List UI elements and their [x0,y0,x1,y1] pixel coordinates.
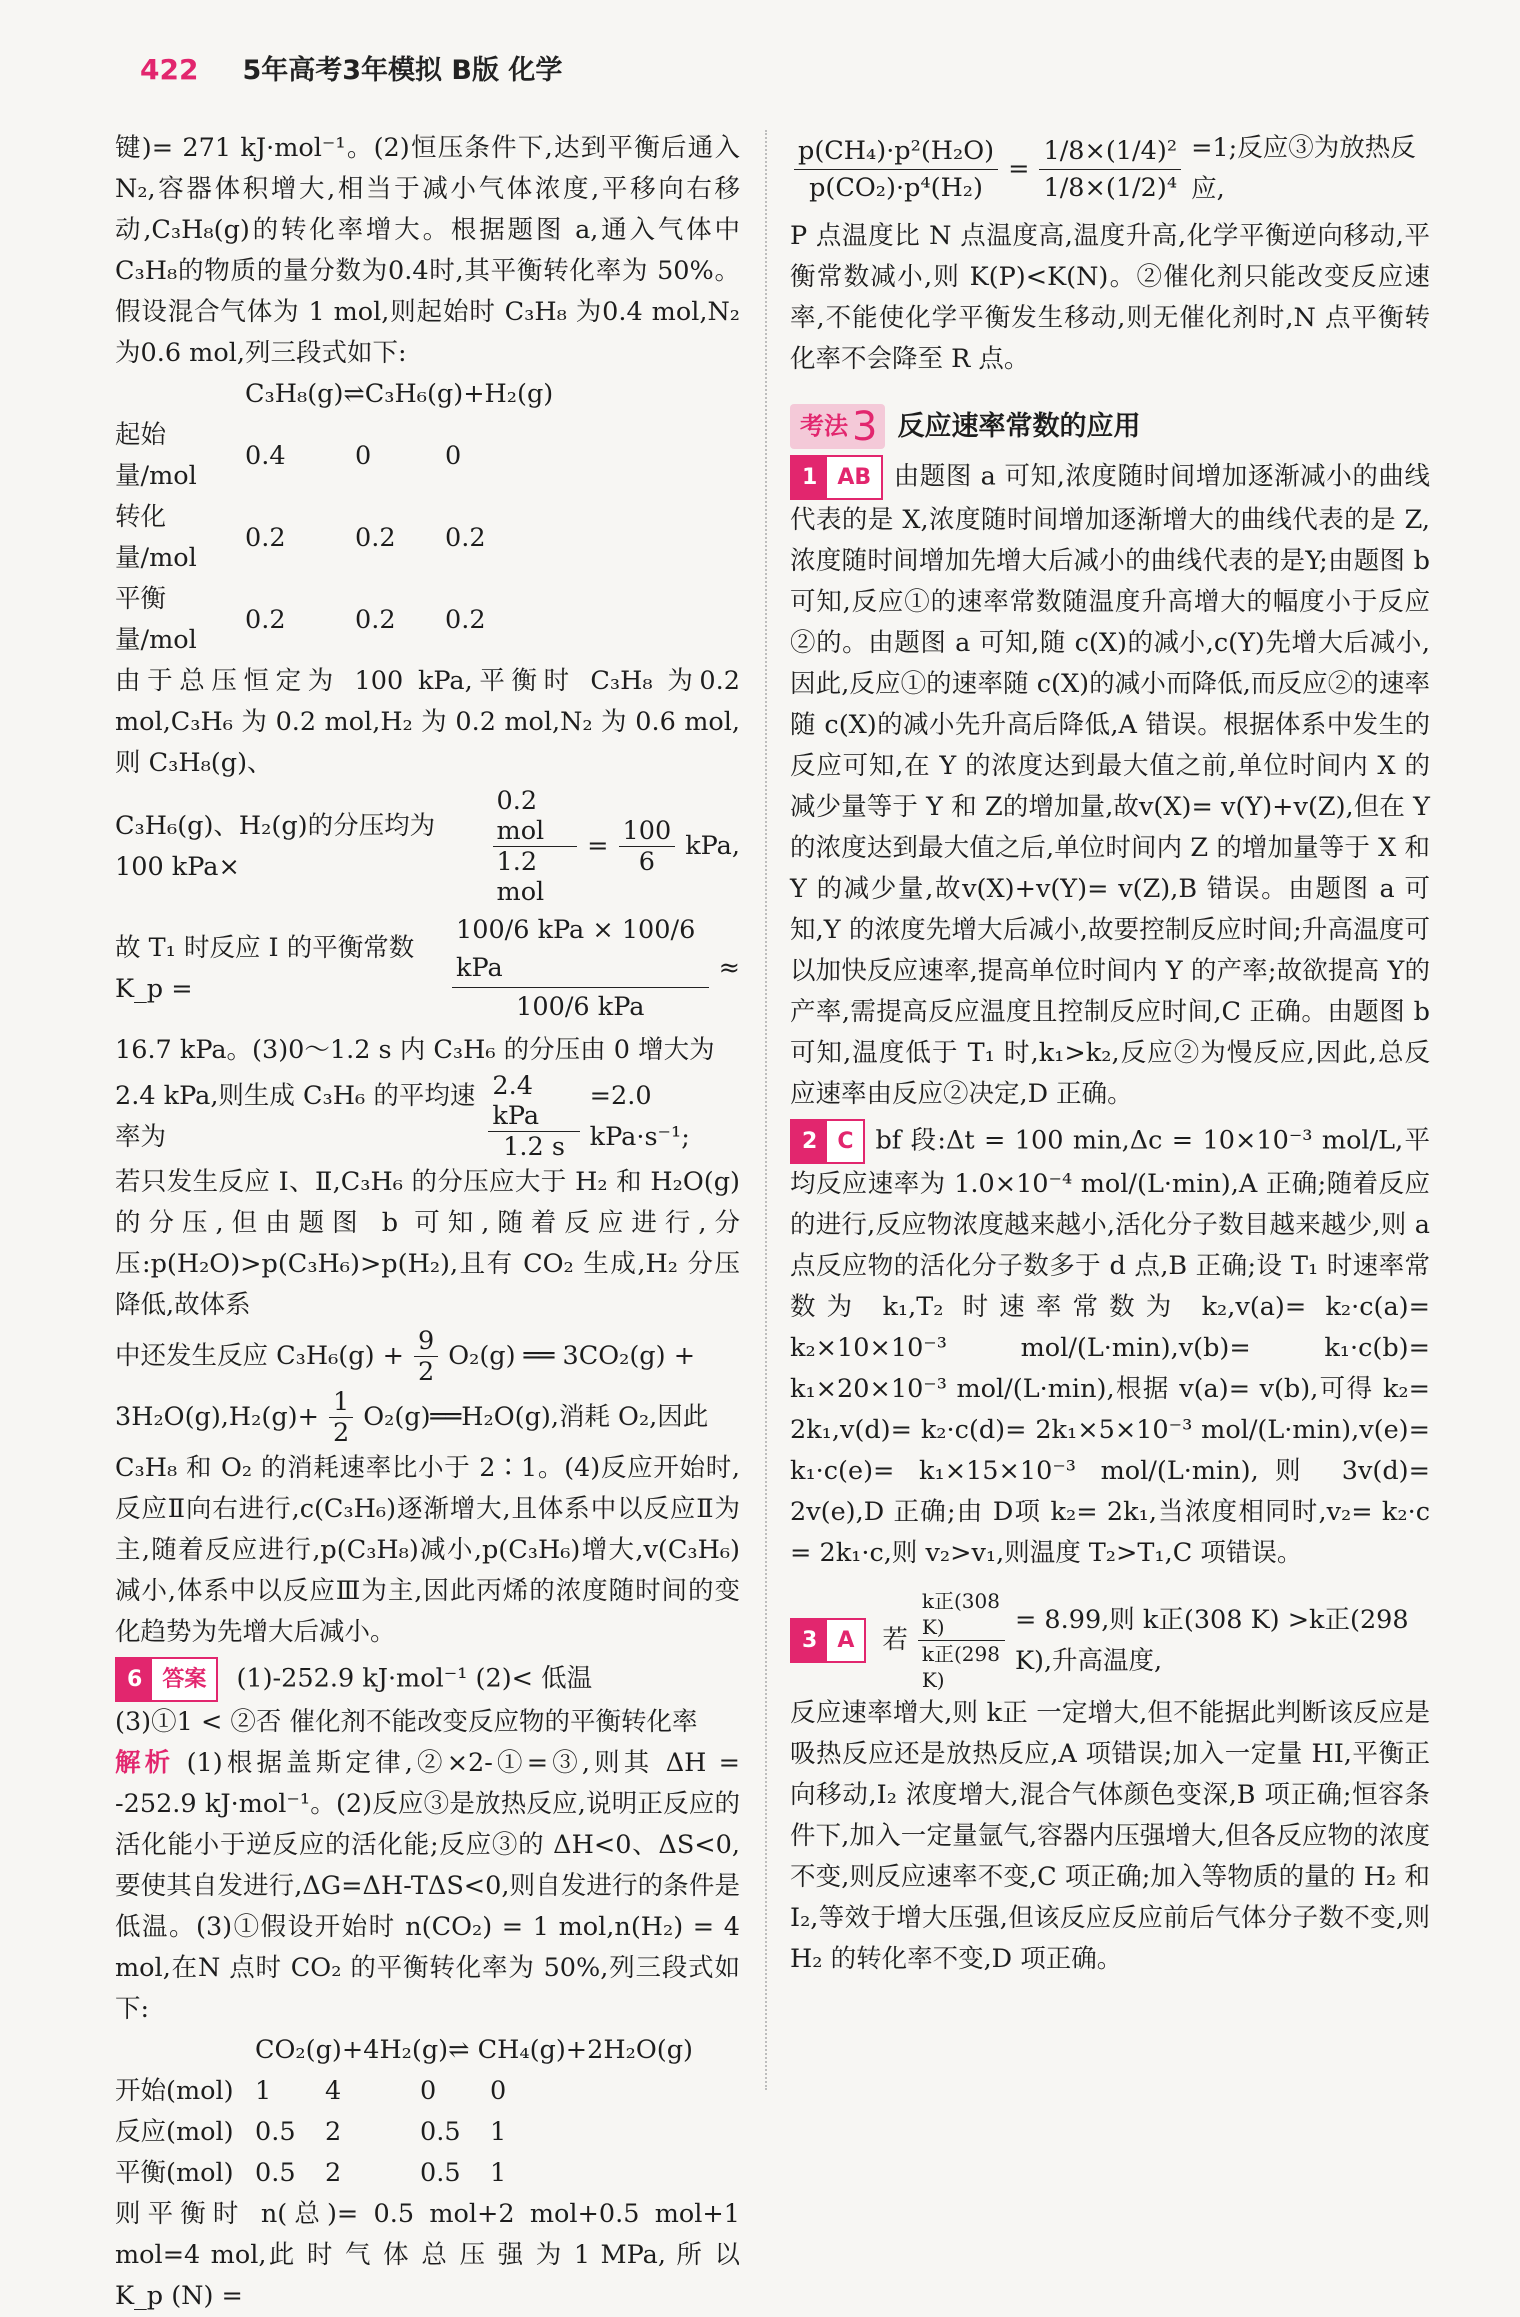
equation: C₃H₈(g)⇌C₃H₆(g)+H₂(g) [245,379,554,409]
table-cell: 开始(mol) [115,2076,234,2106]
table-cell: 0 [420,2076,437,2106]
text: (1)根据盖斯定律,②×2-①=③,则其 ΔH = -252.9 kJ·mol⁻¹。(2)反应③是放热反应,说明正反应的活化能小于逆反应的活化能;反应③的 ΔH<0、ΔS<0,要使其自发进行,ΔG=ΔH-TΔS<0,则自发进行的条件是低温。(3)①假设开始时 n(CO₂) = 1 mol,n(H₂) = 4 mol,在N 点时 CO₂ 的平衡转化率为 50%,列三段式如下: [115,1748,740,2024]
text: O₂(g)══H₂O(g),消耗 O₂,因此 [363,1402,709,1432]
text: ≈ [718,953,740,983]
table-cell: 0.2 [245,522,286,553]
text: 2.4 kPa,则生成 C₃H₆ 的平均速率为 [115,1080,476,1152]
question-badge [790,455,883,500]
question-number: 1 [792,457,827,498]
table-cell: 1 [490,2117,507,2147]
analysis-label: 解析 [115,1748,175,1778]
column-divider [765,130,767,2090]
table-cell: 4 [325,2076,342,2106]
equation: CO₂(g)+4H₂(g)⇌ CH₄(g)+2H₂O(g) [255,2035,693,2065]
text: = [587,831,609,861]
table-cell: 0.2 [245,604,286,635]
table-cell: 平衡(mol) [115,2158,234,2188]
answer-text: (1)-252.9 kJ·mol⁻¹ (2)< 低温 [236,1663,593,1694]
table-cell: 转化量/mol [115,502,197,573]
page-header [140,48,562,87]
numerator: 100/6 kPa × 100/6 kPa [452,911,709,988]
question-number: 6 [117,1659,152,1700]
numerator: k正(308 K) [918,1588,1005,1641]
denominator: 2 [418,1357,435,1387]
question-3-head [790,1588,1430,1693]
table-cell: 0 [445,440,462,471]
numerator: 2.4 kPa [488,1071,579,1132]
fraction [452,911,709,1026]
denominator: 6 [638,847,655,877]
table-cell: 0.2 [355,604,396,635]
table-cell: 2 [325,2117,342,2147]
fraction [794,133,998,206]
paragraph: 由于总压恒定为 100 kPa,平衡时 C₃H₈ 为0.2 mol,C₃H₆ 为 0.2 mol,H₂ 为 0.2 mol,N₂ 为 0.6 mol,则 C₃H₈(g)、 [115,666,740,778]
reaction-line [115,1387,740,1448]
reaction-line [115,1326,740,1387]
text: 若 [882,1625,908,1655]
paragraph: 16.7 kPa。(3)0～1.2 s 内 C₃H₆ 的分压由 0 增大为 [115,1035,715,1065]
numerator: 0.2 mol [493,786,578,847]
table-cell: 0.5 [420,2158,461,2188]
text: 3H₂O(g),H₂(g)+ [115,1402,319,1432]
book-title: 5年高考3年模拟 B版 化学 [242,55,563,86]
text: = 8.99,则 k正(308 K) >k正(298 K),升高温度, [1014,1604,1409,1676]
table-cell: 0.5 [255,2117,296,2147]
three-stage-table-2 [115,2071,506,2194]
rate-line [115,1071,740,1162]
answer-label: 答案 [152,1659,216,1700]
denominator: k正(298 K) [921,1642,1000,1692]
right-column [790,128,1430,1980]
section-title: 反应速率常数的应用 [897,411,1141,442]
fraction [329,1387,353,1448]
answer-badge [115,1657,218,1702]
page-number: 422 [140,53,199,86]
table-cell: 2 [325,2158,342,2188]
question-number: 3 [792,1620,827,1661]
denominator: 1.2 s [503,1132,565,1162]
text: =1;反应③为放热反应, [1191,133,1416,204]
question-text: 由题图 a 可知,浓度随时间增加逐渐减小的曲线代表的是 X,浓度随时间增加逐渐增大的曲线代表的是 Z,浓度随时间增加先增大后减小的曲线代表的是Y;由题图 b 可知,反应①的速率常数随温度升高增大的幅度小于反应②的。由题图 a 可知,随 c(X)的减小,c(Y)先增大后减小,因此,反应①的速率随 c(X)的减小而降低,而反应②的速率随 c(X)的减小先升高后降低,A 错误。根据体系中发生的反应可知,在 Y 的浓度达到最大值之前,单位时间内 X 的减少量等于 Y 和 Z的增加量,故v(X)= v(Y)+v(Z),但在 Y 的浓度达到最大值之后,单位时间内 Z 的增加量等于 X 和 Y 的减少量,故v(X)+v(Y)= v(Z),B 错误。由题图 a 可知,Y 的浓度先增大后减小,故要控制反应时间;升高温度可以加快反应速率,提高单位时间内 Y 的产率;故欲提高 Y的产率,需提高反应温度且控制反应时间,C 正确。由题图 b 可知,温度低于 T₁ 时,k₁>k₂,反应②为慢反应,因此,总反应速率由反应②决定,D 正确。 [790,461,1430,1109]
question-2 [790,1119,1430,1574]
fraction [493,786,578,907]
table-cell: 0 [490,2076,507,2106]
answer-letter: C [827,1121,863,1162]
table-cell: 0.2 [355,522,396,553]
numerator: p(CH₄)·p²(H₂O) [794,133,998,170]
text: C₃H₆(g)、H₂(g)的分压均为 100 kPa× [115,810,436,882]
table-cell: 0.5 [255,2158,296,2188]
fraction [1039,133,1181,206]
text: 中还发生反应 C₃H₆(g) + [115,1341,404,1371]
paragraph: 键)= 271 kJ·mol⁻¹。(2)恒压条件下,达到平衡后通入N₂,容器体积增大,相当于减小气体浓度,平移向右移动,C₃H₈(g)的转化率增大。根据题图 a,通入气体中C₃H₈的物质的量分数为0.4时,其平衡转化率为 50%。假设混合气体为 1 mol,则起始时 C₃H₈ 为0.4 mol,N₂ 为0.6 mol,列三段式如下: [115,133,740,368]
denominator: 1.2 mol [496,847,545,907]
left-column [115,128,740,2317]
paragraph: C₃H₈ 和 O₂ 的消耗速率比小于 2∶1。(4)反应开始时,反应Ⅱ向右进行,c(C₃H₆)逐渐增大,且体系中以反应Ⅱ为主,随着反应进行,p(C₃H₈)减小,p(C₃H₆)增大,v(C₃H₆)减小,体系中以反应Ⅲ为主,因此丙烯的浓度随时间的变化趋势为先增大后减小。 [115,1453,740,1647]
fraction [488,1071,579,1162]
table-cell: 起始量/mol [115,420,197,491]
numerator: 9 [414,1326,438,1357]
question-1 [790,455,1430,1115]
denominator: 2 [332,1418,350,1448]
text: O₂(g) ══ 3CO₂(g) + [448,1341,696,1371]
denominator: 1/8×(1/2)⁴ [1043,172,1178,203]
kn-equation [790,128,1430,210]
fraction [414,1326,438,1387]
section-number: 3 [852,403,878,450]
section-label: 考法 [800,412,848,440]
answer-line [115,1657,740,1702]
numerator: 1/8×(1/4)² [1039,133,1181,170]
table-cell: 0.2 [445,522,486,553]
question-number: 2 [792,1121,827,1162]
text: 故 T₁ 时反应 Ⅰ 的平衡常数 K_p = [115,932,415,1004]
fraction [918,1588,1005,1693]
table-cell: 平衡量/mol [115,584,197,655]
table-cell: 0 [355,440,372,471]
section-heading [790,404,1430,449]
numerator: 100 [619,816,676,847]
paragraph: 则平衡时 n(总)= 0.5 mol+2 mol+0.5 mol+1 mol=4 mol,此 时 气 体 总 压 强 为 1 MPa, 所 以 K_p (N) = [115,2199,740,2311]
section-badge [790,404,885,449]
numerator: 1 [329,1387,353,1418]
question-badge [790,1618,866,1663]
denominator: 100/6 kPa [516,992,645,1022]
answer-text: (3)①1 < ②否 催化剂不能改变反应物的平衡转化率 [115,1707,698,1737]
question-text: bf 段:Δt = 100 min,Δc = 10×10⁻³ mol/L,平均反应速率为 1.0×10⁻⁴ mol/(L·min),A 正确;随着反应的进行,反应物浓度越来越小,活化分子数目越来越少,则 a 点反应物的活化分子数多于 d 点,B 正确;设 T₁ 时速率常数为 k₁,T₂ 时速率常数为 k₂,v(a)= k₂·c(a)= k₂×10×10⁻³ mol/(L·min),v(b)= k₁·c(b)= k₁×20×10⁻³ mol/(L·min),根据 v(a)= v(b),可得 k₂= 2k₁,v(d)= k₂·c(d)= 2k₁×5×10⁻³ mol/(L·min),v(e)= k₁·c(e)= k₁×15×10⁻³ mol/(L·min),则 3v(d)= 2v(e),D 正确;由 D项 k₂= 2k₁,当浓度相同时,v₂= k₂·c = 2k₁·c,则 v₂>v₁,则温度 T₂>T₁,C 项错误。 [790,1125,1430,1568]
table-cell: 1 [490,2158,507,2188]
partial-pressure-line [115,786,740,907]
table-cell: 0.2 [445,604,486,635]
table-cell: 0.5 [420,2117,461,2147]
table-cell: 反应(mol) [115,2117,234,2147]
analysis-paragraph [115,1743,740,2030]
three-stage-table-1 [115,415,486,661]
table-cell: 1 [255,2076,272,2106]
answer-letter: AB [827,457,881,498]
denominator: p(CO₂)·p⁴(H₂) [809,172,983,203]
text: kPa, [685,831,740,861]
answer-letter: A [827,1620,864,1661]
text: = [1008,153,1030,184]
kp-equation [115,911,740,1026]
table-cell: 0.4 [245,440,286,471]
paragraph: P 点温度比 N 点温度高,温度升高,化学平衡逆向移动,平衡常数减小,则 K(P)<K(N)。②催化剂只能改变反应速率,不能使化学平衡发生移动,则无催化剂时,N 点平衡转化率不会降至 R 点。 [790,221,1430,374]
paragraph: 若只发生反应 Ⅰ、Ⅱ,C₃H₆ 的分压应大于 H₂ 和 H₂O(g)的分压,但由题图 b 可知,随着反应进行,分压:p(H₂O)>p(C₃H₆)>p(H₂),且有 CO₂ 生成,H₂ 分压降低,故体系 [115,1167,740,1320]
question-badge [790,1119,865,1164]
text: =2.0 kPa·s⁻¹; [589,1080,690,1152]
fraction [619,816,676,877]
question-3-text: 反应速率增大,则 k正 一定增大,但不能据此判断该反应是吸热反应还是放热反应,A 项错误;加入一定量 HI,平衡正向移动,I₂ 浓度增大,混合气体颜色变深,B 项正确;恒容条件下,加入一定量氩气,容器内压强增大,但各反应物的浓度不变,则反应速率不变,C 项正确;加入等物质的量的 H₂ 和 I₂,等效于增大压强,但该反应反应前后气体分子数不变,则 H₂ 的转化率不变,D 项正确。 [790,1698,1430,1974]
